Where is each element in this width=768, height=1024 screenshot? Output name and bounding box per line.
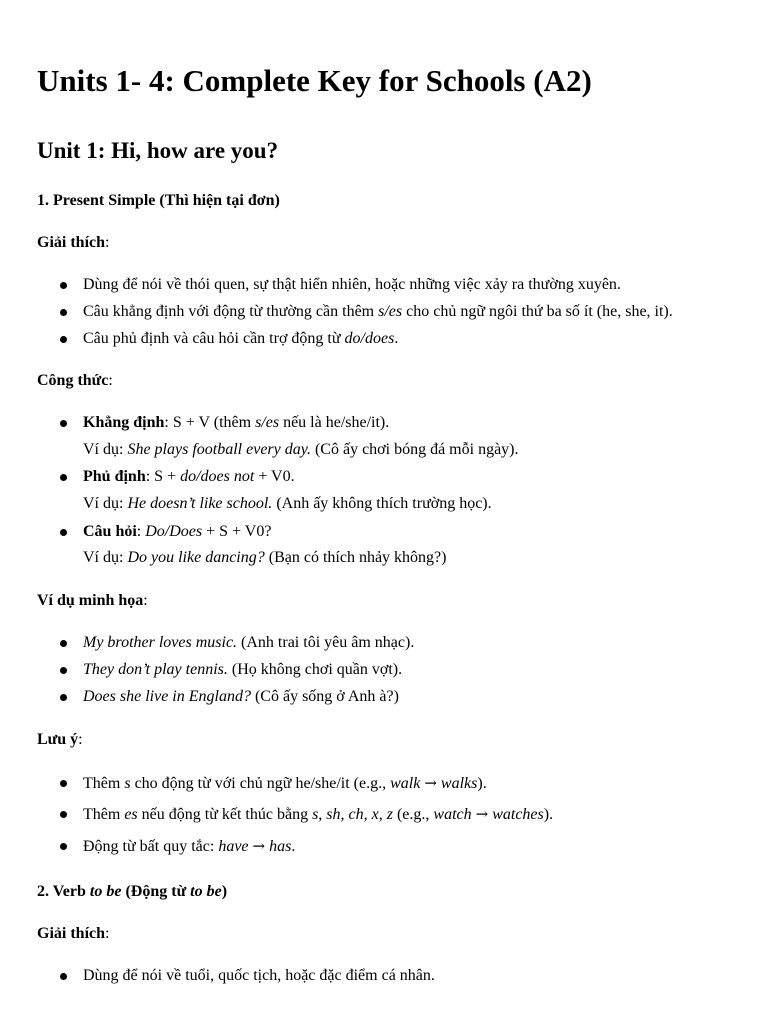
note-item: Động từ bất quy tắc: have → has.: [83, 837, 296, 855]
arrow-icon: →: [475, 805, 489, 823]
explain-item: Dùng để nói về thói quen, sự thật hiển nhiên, hoặc những việc xảy ra thường xuyên.: [83, 276, 621, 293]
formula-negative: Phủ định: S + do/does not + V0.: [83, 468, 295, 485]
explain-item: Dùng để nói về tuổi, quốc tịch, hoặc đặc điểm cá nhân.: [83, 967, 435, 984]
formula-label: Công thức:: [37, 372, 113, 389]
formula-affirmative: Khẳng định: S + V (thêm s/es nếu là he/she/it).: [83, 414, 390, 431]
note-item: Thêm es nếu động từ kết thúc bằng s, sh, ch, x, z (e.g., watch → watches).: [83, 805, 554, 823]
notes-label: Lưu ý:: [37, 731, 83, 748]
bullet: [60, 336, 67, 343]
examples-label: Ví dụ minh họa:: [37, 592, 148, 609]
explain-item: Câu phủ định và câu hỏi cần trợ động từ do/does.: [83, 330, 399, 347]
bullet: [60, 529, 67, 536]
explain-label-1: Giải thích:: [37, 234, 110, 251]
bullet: [60, 282, 67, 289]
formula-question-example: Ví dụ: Do you like dancing? (Bạn có thích nhảy không?): [83, 549, 447, 566]
bullet: [60, 640, 67, 647]
bullet: [60, 474, 67, 481]
bullet: [60, 420, 67, 427]
unit-1-title: Unit 1: Hi, how are you?: [37, 138, 279, 163]
bullet: [60, 667, 67, 674]
section-2-heading: 2. Verb to be (Động từ to be): [37, 883, 228, 900]
document-title: Units 1- 4: Complete Key for Schools (A2): [37, 63, 592, 98]
arrow-icon: →: [252, 837, 266, 855]
formula-affirmative-example: Ví dụ: She plays football every day. (Cô ấy chơi bóng đá mỗi ngày).: [83, 441, 519, 458]
formula-negative-example: Ví dụ: He doesn’t like school. (Anh ấy không thích trường học).: [83, 495, 492, 512]
example-item: Does she live in England? (Cô ấy sống ở Anh à?): [83, 688, 399, 705]
note-item: Thêm s cho động từ với chủ ngữ he/she/it (e.g., walk → walks).: [83, 774, 487, 792]
bullet: [60, 843, 67, 850]
bullet: [60, 780, 67, 787]
example-item: My brother loves music. (Anh trai tôi yêu âm nhạc).: [83, 634, 415, 651]
example-item: They don’t play tennis. (Họ không chơi quần vợt).: [83, 661, 403, 678]
explain-label-2: Giải thích:: [37, 925, 110, 942]
bullet: [60, 973, 67, 980]
section-1-heading: 1. Present Simple (Thì hiện tại đơn): [37, 192, 280, 209]
arrow-icon: →: [424, 774, 437, 792]
bullet: [60, 309, 67, 316]
bullet: [60, 694, 67, 701]
bullet: [60, 811, 67, 818]
explain-item: Câu khẳng định với động từ thường cần thêm s/es cho chủ ngữ ngôi thứ ba số ít (he, she, it).: [83, 303, 673, 320]
formula-question: Câu hỏi: Do/Does + S + V0?: [83, 523, 272, 540]
